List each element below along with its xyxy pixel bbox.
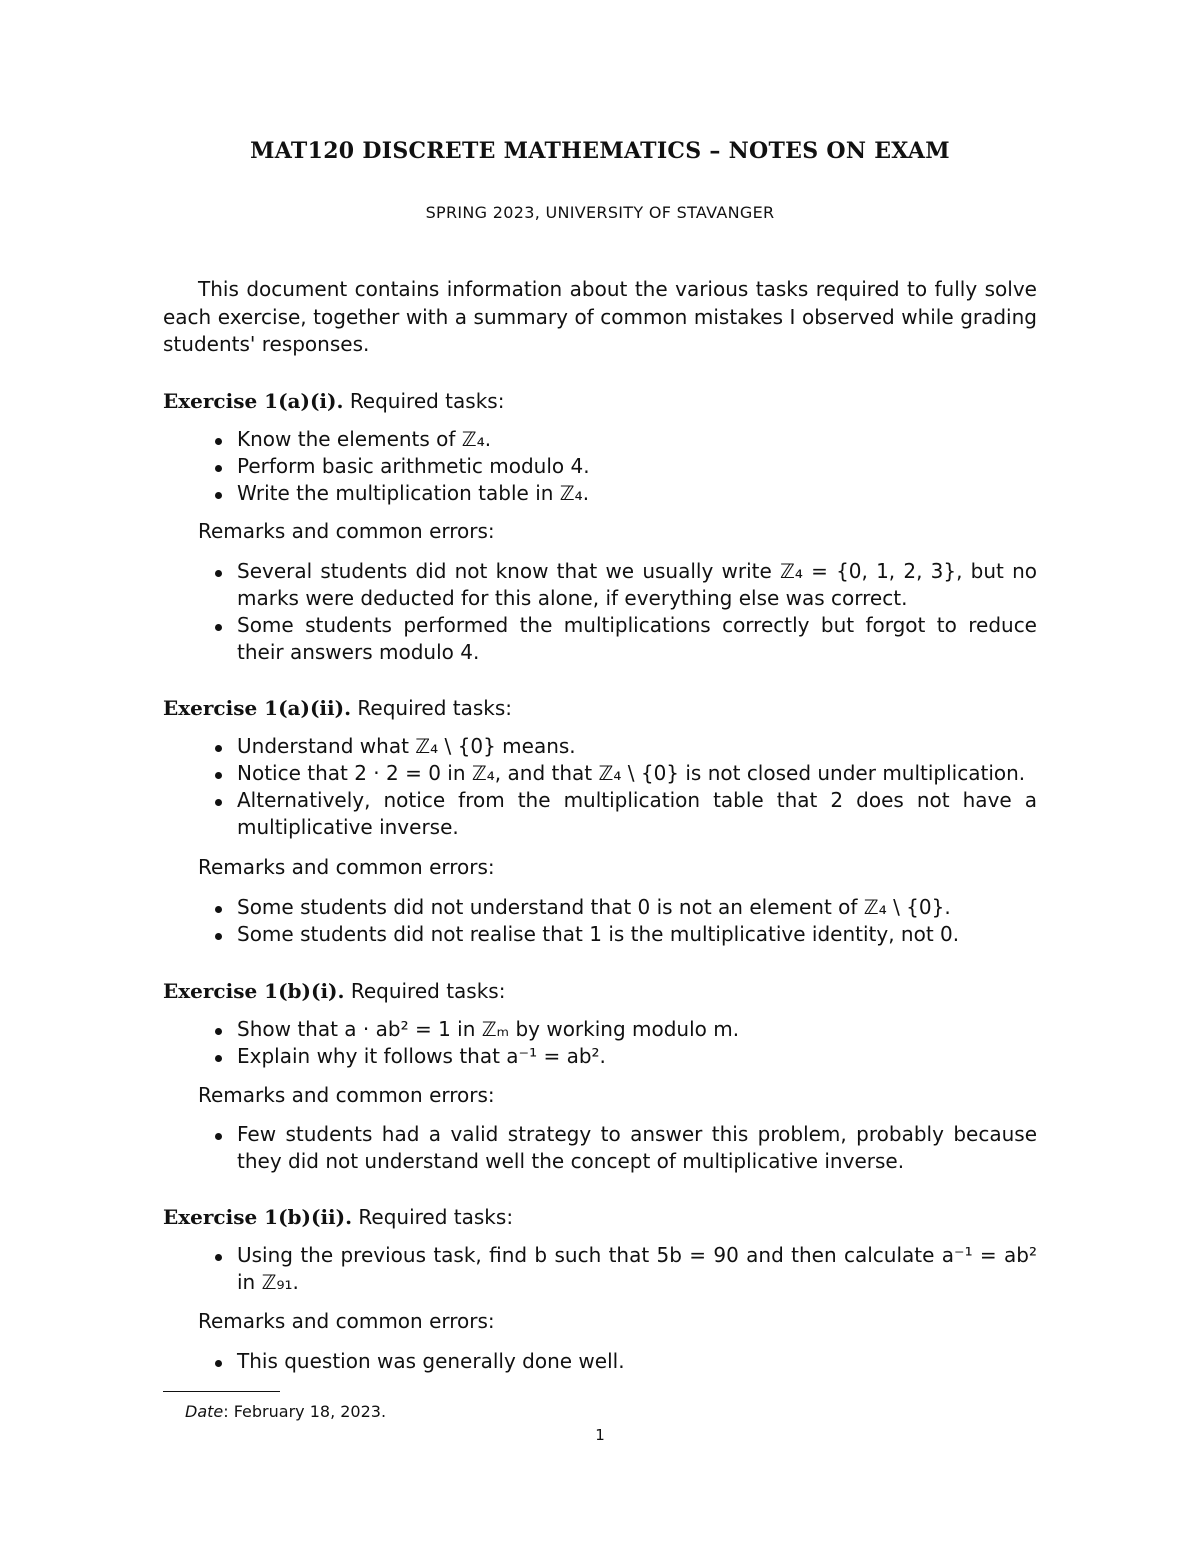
exercise-heading bbox=[163, 389, 1037, 415]
remarks-label: Remarks and common errors: bbox=[198, 519, 495, 543]
exercise-1b-ii bbox=[163, 1205, 1037, 1373]
bullet-icon bbox=[215, 1254, 222, 1261]
list-item: Notice that 2 · 2 = 0 in ℤ₄, and that ℤ₄ \ {0} is not closed under multiplication. bbox=[215, 760, 1037, 787]
bullet-icon bbox=[215, 772, 222, 779]
tasks-label: Required tasks: bbox=[358, 1205, 514, 1229]
exercise-1b-i bbox=[163, 979, 1037, 1173]
footnote-label: Date bbox=[185, 1402, 224, 1421]
exercise-number: Exercise 1(b)(i). bbox=[163, 979, 345, 1003]
footnote-text: : February 18, 2023. bbox=[223, 1402, 387, 1421]
list-item: This question was generally done well. bbox=[215, 1348, 1037, 1375]
bullet-icon bbox=[215, 1055, 222, 1062]
remarks-list bbox=[215, 894, 1037, 948]
bullet-icon bbox=[215, 906, 222, 913]
remarks-label: Remarks and common errors: bbox=[198, 1309, 495, 1333]
list-item: Understand what ℤ₄ \ {0} means. bbox=[215, 733, 1037, 760]
intro-paragraph: This document contains information about the various tasks required to fully solve each exercise, together with a summary of common mistakes I observed while grading students' responses. bbox=[163, 277, 1037, 356]
list-item: Few students had a valid strategy to answer this problem, probably because they did not understand well the concept of multiplicative inverse. bbox=[215, 1121, 1037, 1175]
bullet-icon bbox=[215, 933, 222, 940]
list-item: Alternatively, notice from the multiplication table that 2 does not have a multiplicative inverse. bbox=[215, 787, 1037, 841]
bullet-icon bbox=[215, 570, 222, 577]
exercise-1a-ii bbox=[163, 696, 1037, 946]
bullet-icon bbox=[215, 799, 222, 806]
page-number: 1 bbox=[595, 1426, 605, 1444]
list-item: Explain why it follows that a⁻¹ = ab². bbox=[215, 1043, 1037, 1070]
remarks-list bbox=[215, 1121, 1037, 1175]
task-list bbox=[215, 426, 1037, 507]
tasks-label: Required tasks: bbox=[349, 389, 505, 413]
exercise-number: Exercise 1(a)(ii). bbox=[163, 696, 352, 720]
remarks-label: Remarks and common errors: bbox=[198, 1083, 495, 1107]
list-item: Show that a · ab² = 1 in ℤₘ by working modulo m. bbox=[215, 1016, 1037, 1043]
bullet-icon bbox=[215, 465, 222, 472]
exercise-heading bbox=[163, 979, 1037, 1005]
list-item: Using the previous task, find b such that 5b = 90 and then calculate a⁻¹ = ab² in ℤ₉₁. bbox=[215, 1242, 1037, 1296]
bullet-icon bbox=[215, 438, 222, 445]
document-subtitle: SPRING 2023, UNIVERSITY OF STAVANGER bbox=[425, 203, 775, 222]
bullet-icon bbox=[215, 1133, 222, 1140]
exercise-number: Exercise 1(a)(i). bbox=[163, 389, 344, 413]
remarks-list bbox=[215, 1348, 1037, 1375]
bullet-icon bbox=[215, 1028, 222, 1035]
bullet-icon bbox=[215, 745, 222, 752]
list-item: Write the multiplication table in ℤ₄. bbox=[215, 480, 1037, 507]
document-title: MAT120 DISCRETE MATHEMATICS – NOTES ON EXAM bbox=[250, 138, 950, 164]
exercise-number: Exercise 1(b)(ii). bbox=[163, 1205, 353, 1229]
exercise-heading bbox=[163, 1205, 1037, 1231]
tasks-label: Required tasks: bbox=[357, 696, 513, 720]
list-item: Some students performed the multiplications correctly but forgot to reduce their answers modulo 4. bbox=[215, 612, 1037, 666]
task-list bbox=[215, 733, 1037, 841]
bullet-icon bbox=[215, 624, 222, 631]
bullet-icon bbox=[215, 492, 222, 499]
tasks-label: Required tasks: bbox=[350, 979, 506, 1003]
list-item: Some students did not realise that 1 is the multiplicative identity, not 0. bbox=[215, 921, 1037, 948]
exercise-1a-i bbox=[163, 389, 1037, 664]
footnote-divider bbox=[163, 1391, 280, 1392]
exercise-heading bbox=[163, 696, 1037, 722]
task-list bbox=[215, 1242, 1037, 1296]
list-item: Know the elements of ℤ₄. bbox=[215, 426, 1037, 453]
remarks-list bbox=[215, 558, 1037, 666]
footnote bbox=[185, 1402, 386, 1421]
list-item: Several students did not know that we usually write ℤ₄ = {0, 1, 2, 3}, but no marks were deducted for this alone, if everything else was correct. bbox=[215, 558, 1037, 612]
task-list bbox=[215, 1016, 1037, 1070]
list-item: Some students did not understand that 0 is not an element of ℤ₄ \ {0}. bbox=[215, 894, 1037, 921]
bullet-icon bbox=[215, 1360, 222, 1367]
list-item: Perform basic arithmetic modulo 4. bbox=[215, 453, 1037, 480]
remarks-label: Remarks and common errors: bbox=[198, 855, 495, 879]
